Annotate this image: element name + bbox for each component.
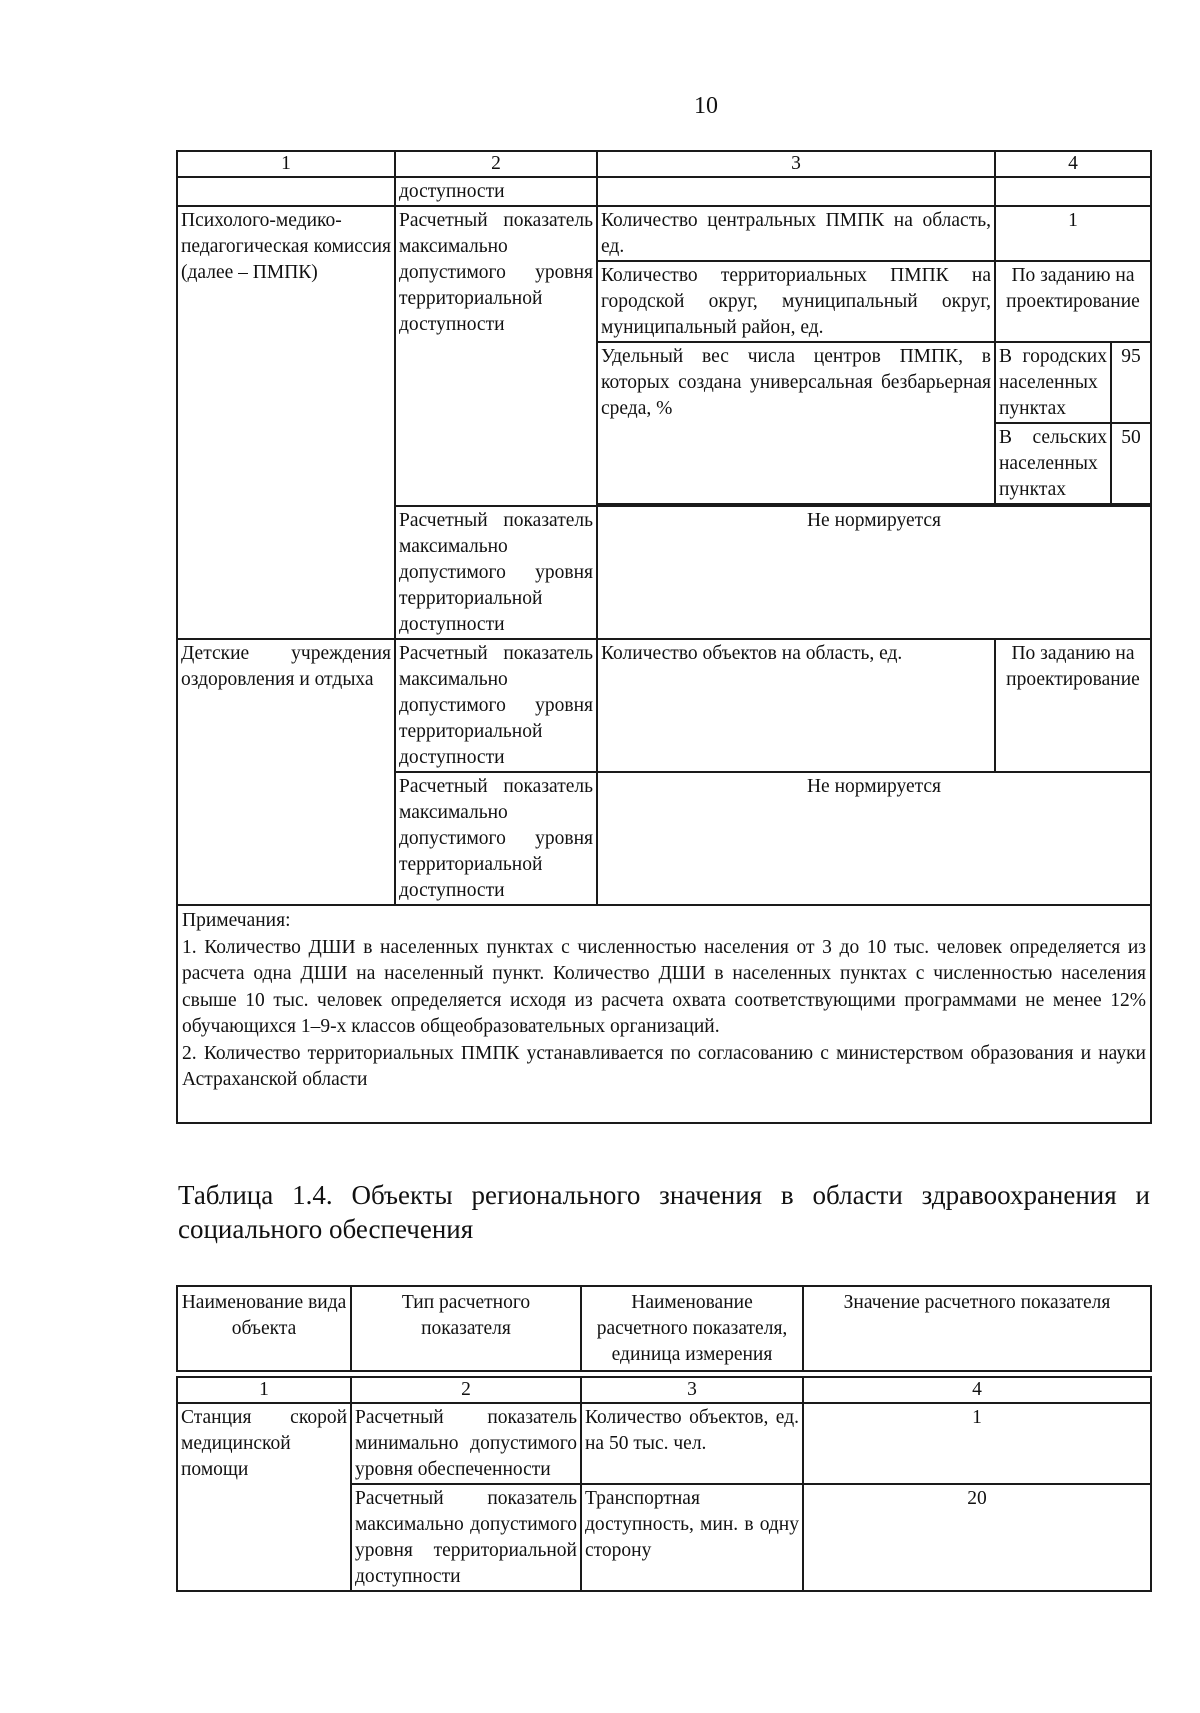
column-number: 4 [995, 151, 1151, 177]
indicator-value: По заданию на проектирование [995, 639, 1151, 772]
column-header: Тип расчетного показателя [351, 1286, 581, 1371]
table-row [177, 206, 1151, 261]
indicator-name: Количество объектов, ед. на 50 тыс. чел. [581, 1403, 803, 1484]
settlement-type: В городских населенных пунктах [995, 342, 1111, 423]
column-header: Наименование расчетного показателя, единица измерения [581, 1286, 803, 1371]
indicator-type: Расчетный показатель максимально допустимого уровня территориальной доступности [351, 1484, 581, 1591]
column-header: Значение расчетного показателя [803, 1286, 1151, 1371]
column-number-row [177, 1377, 1151, 1403]
settlement-type: В сельских населенных пунктах [995, 423, 1111, 504]
continued-text: доступности [395, 177, 597, 206]
table-row [177, 639, 1151, 772]
healthcare-objects-table [176, 1285, 1152, 1592]
indicator-value: 1 [803, 1403, 1151, 1484]
indicator-name: Количество территориальных ПМПК на городской округ, муниципальный округ, муниципальный район, ед. [597, 261, 995, 342]
column-header: Наименование вида объекта [177, 1286, 351, 1371]
page-number: 10 [694, 93, 718, 119]
object-name-pmpk: Психолого-медико-педагогическая комиссия (далее – ПМПК) [177, 206, 395, 639]
indicator-name: Количество объектов на область, ед. [597, 639, 995, 772]
column-number: 1 [177, 151, 395, 177]
indicator-value: 50 [1111, 423, 1151, 504]
table-row [177, 1403, 1151, 1484]
notes-title: Примечания: [182, 910, 291, 931]
indicator-name: Количество центральных ПМПК на область, ед. [597, 206, 995, 261]
not-normed-text: Не нормируется [597, 772, 1151, 905]
indicator-value: 95 [1111, 342, 1151, 423]
indicator-type: Расчетный показатель максимально допустимого уровня территориальной доступности [395, 639, 597, 772]
column-number: 2 [351, 1377, 581, 1403]
notes [177, 905, 1151, 1123]
notes-row [177, 905, 1151, 1123]
object-name-ambulance: Станция скорой медицинской помощи [177, 1403, 351, 1591]
table-caption: Таблица 1.4. Объекты регионального значения в области здравоохранения и социального обеспечения [178, 1180, 1150, 1244]
continuation-row [177, 177, 1151, 206]
column-number: 2 [395, 151, 597, 177]
indicator-value: 20 [803, 1484, 1151, 1591]
header-row [177, 1286, 1151, 1371]
column-number-row [177, 151, 1151, 177]
column-number: 3 [597, 151, 995, 177]
not-normed-text: Не нормируется [597, 506, 1151, 639]
indicator-value: По заданию на проектирование [995, 261, 1151, 342]
column-number: 3 [581, 1377, 803, 1403]
standards-table-continued [176, 150, 1152, 1124]
indicator-name: Транспортная доступность, мин. в одну сторону [581, 1484, 803, 1591]
indicator-name: Удельный вес числа центров ПМПК, в которых создана универсальная безбарьерная среда, % [597, 342, 995, 504]
indicator-type: Расчетный показатель минимально допустимого уровня обеспеченности [351, 1403, 581, 1484]
note-item: 2. Количество территориальных ПМПК устанавливается по согласованию с министерством образования и науки Астраханской области [182, 1042, 1146, 1090]
indicator-type: Расчетный показатель максимально допустимого уровня территориальной доступности [395, 772, 597, 905]
note-item: 1. Количество ДШИ в населенных пунктах с численностью населения от 3 до 10 тыс. человек определяется из расчета одна ДШИ на населенный пункт. Количество ДШИ в населенных пунктах с численностью населения свыше 10 тыс. человек определяется исходя из расчета охвата соответствующими программами не менее 12% обучающихся 1–9-х классов общеобразовательных организаций. [182, 936, 1146, 1037]
indicator-type: Расчетный показатель максимально допустимого уровня территориальной доступности [395, 206, 597, 506]
indicator-type: Расчетный показатель максимально допустимого уровня территориальной доступности [395, 506, 597, 639]
column-number: 4 [803, 1377, 1151, 1403]
indicator-value: 1 [995, 206, 1151, 261]
object-name-camps: Детские учреждения оздоровления и отдыха [177, 639, 395, 905]
column-number: 1 [177, 1377, 351, 1403]
